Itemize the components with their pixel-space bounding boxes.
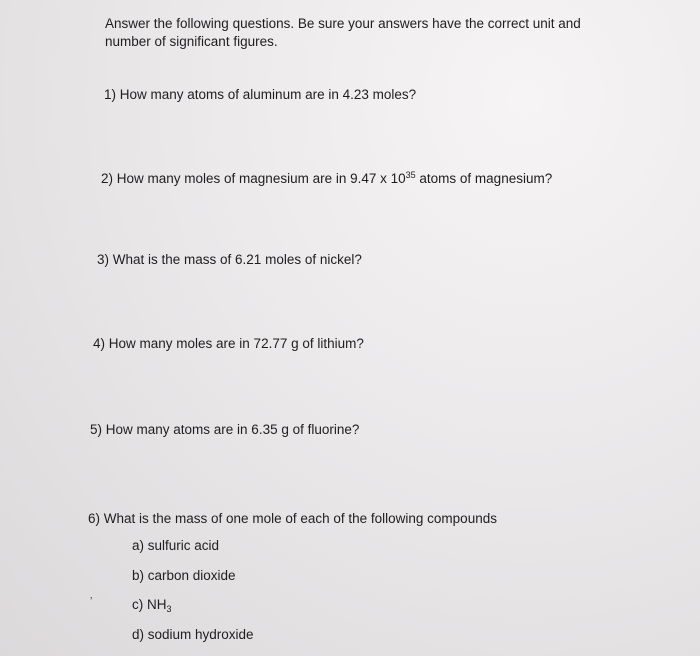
compound-c bbox=[132, 596, 172, 613]
question-2 bbox=[101, 170, 552, 187]
question-5: 5) How many atoms are in 6.35 g of fluorine? bbox=[90, 422, 360, 437]
compound-b: b) carbon dioxide bbox=[132, 568, 236, 583]
question-2-exponent: 35 bbox=[405, 170, 416, 180]
question-3: 3) What is the mass of 6.21 moles of nickel? bbox=[97, 252, 362, 267]
compound-c-subscript: 3 bbox=[166, 604, 172, 614]
question-2-text-end: atoms of magnesium? bbox=[415, 171, 553, 186]
compound-d: d) sodium hydroxide bbox=[132, 627, 254, 642]
pen-mark: ʼ bbox=[90, 596, 93, 608]
question-4: 4) How many moles are in 72.77 g of lithium? bbox=[93, 336, 364, 351]
question-6: 6) What is the mass of one mole of each of the following compounds bbox=[88, 511, 497, 526]
instructions-text: Answer the following questions. Be sure your answers have the correct unit and number of significant figures. bbox=[105, 16, 581, 49]
question-2-text: 2) How many moles of magnesium are in 9.47 x 10 bbox=[101, 171, 406, 186]
compound-c-formula: c) NH bbox=[132, 597, 167, 612]
compound-a: a) sulfuric acid bbox=[132, 538, 220, 553]
question-1: 1) How many atoms of aluminum are in 4.23 moles? bbox=[104, 87, 417, 102]
